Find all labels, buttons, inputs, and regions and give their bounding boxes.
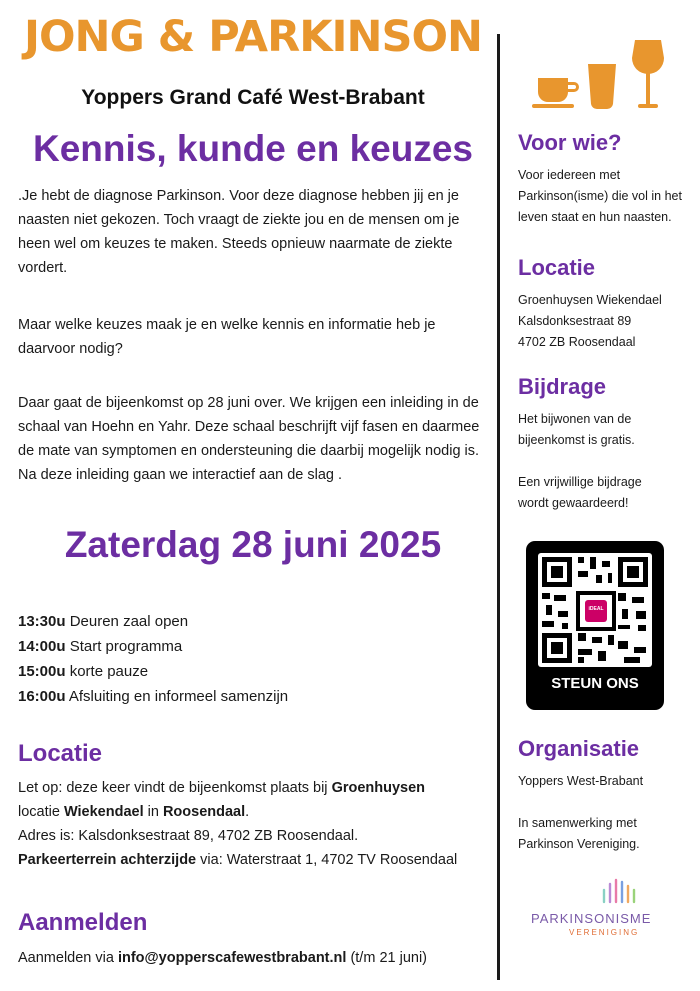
locatie-line-2-text: locatie [18,804,64,820]
schedule-text: Deuren zaal open [69,613,189,630]
voor-wie-line: leven staat en hun naasten. [518,210,672,224]
parking-bold: Parkeerterrein achterzijde [18,852,197,868]
donation-qr-card[interactable] [526,541,664,710]
organisatie-line: In samenwerking met [518,816,637,830]
schedule-text: Start programma [69,638,183,655]
schedule-item [18,634,288,659]
voor-wie-text [518,165,698,228]
organisatie-text [518,771,698,855]
coffee-cup-icon [532,78,579,108]
sidebar-locatie-line: 4702 ZB Roosendaal [518,335,636,349]
bijdrage-line: Een vrijwillige bijdrage [518,475,642,489]
qr-code[interactable] [538,553,652,667]
ideal-logo: iDEAL [588,606,604,612]
voor-wie-line: Voor iedereen met [518,168,621,182]
locatie-line-2-bold: Wiekendael [63,804,144,820]
locatie-line-1 [18,776,488,800]
sidebar-locatie-heading: Locatie [518,255,596,280]
locatie-line-2-end: . [245,804,250,820]
aanmelden-heading: Aanmelden [18,909,148,936]
water-glass-icon [588,64,616,109]
voor-wie-heading: Voor wie? [518,130,622,155]
sidebar-locatie-text [518,290,698,353]
drink-icons [530,38,670,112]
schedule-item [18,684,288,709]
organisatie-line: Parkinson Vereniging. [518,837,640,851]
sidebar-locatie-line: Groenhuysen Wiekendael [518,293,662,307]
page-title: JONG & PARKINSON [23,12,483,62]
bijdrage-text [518,409,698,514]
wine-glass-icon [632,40,664,108]
logo-wordmark: PARKINSONISME [531,911,652,926]
locatie-heading: Locatie [18,740,103,767]
venue-name: Yoppers Grand Café West-Brabant [81,86,425,109]
aanmelden-deadline: (t/m 21 juni) [346,950,428,966]
bijdrage-line: bijeenkomst is gratis. [518,433,635,447]
schedule-list [18,609,288,709]
steun-ons-label: STEUN ONS [551,675,639,692]
locatie-line-1-text: Let op: deze keer vindt de bijeenkomst plaats bij [18,780,332,796]
locatie-line-4 [18,848,488,872]
bijdrage-line: Het bijwonen van de [518,412,632,426]
aanmelden-line [18,946,427,970]
locatie-line-2-mid: in [143,804,163,820]
schedule-item [18,609,288,634]
schedule-text: korte pauze [69,663,149,680]
parking-text: via: Waterstraat 1, 4702 TV Roosendaal [196,852,458,868]
locatie-line-1-bold: Groenhuysen [331,780,426,796]
schedule-item [18,659,288,684]
event-date: Zaterdag 28 juni 2025 [64,524,442,565]
intro-paragraph-2: Maar welke keuzes maak je en welke kennis en informatie heb je daarvoor nodig? [18,317,436,357]
bijdrage-heading: Bijdrage [518,374,607,399]
locatie-line-2-city: Roosendaal [162,804,246,820]
aanmelden-email[interactable]: info@yopperscafewestbrabant.nl [117,950,347,966]
schedule-time: 15:00u [18,663,66,680]
locatie-line-3: Adres is: Kalsdonksestraat 89, 4702 ZB Roosendaal. [18,828,359,844]
locatie-line-2 [18,800,488,824]
voor-wie-line: Parkinson(isme) die vol in het [518,189,682,203]
parkinsonisme-logo-icon [600,876,640,906]
schedule-time: 16:00u [18,688,66,705]
locatie-details [18,776,488,872]
event-subtitle: Kennis, kunde en keuzes [32,128,474,169]
logo-subtitle: VERENIGING [569,928,640,937]
intro-paragraph-3: Daar gaat de bijeenkomst op 28 juni over. We krijgen een inleiding in de schaal van Hoehn en Yahr. Deze schaal beschrijft vijf fasen en daarmee de mate van symptomen en ondersteuning die daarbij mogelijk nodig is. Na deze inleiding gaan we interactief aan de slag . [18,395,480,483]
sidebar-locatie-line: Kalsdonksestraat 89 [518,314,632,328]
aanmelden-text: Aanmelden via [18,950,118,966]
intro-paragraph-1: .Je hebt de diagnose Parkinson. Voor deze diagnose hebben jij en je naasten niet gekozen. Toch vraagt de ziekte jou en de mensen om je heen wel om keuzes te maken. Steeds opnieuw naarmate de ziekte vordert. [18,188,460,276]
schedule-text: Afsluiting en informeel samenzijn [68,688,289,705]
bijdrage-line: wordt gewaardeerd! [518,496,629,510]
organisatie-heading: Organisatie [518,736,640,761]
organisatie-line: Yoppers West-Brabant [518,774,644,788]
schedule-time: 13:30u [18,613,66,630]
vertical-divider [497,34,500,980]
schedule-time: 14:00u [18,638,66,655]
